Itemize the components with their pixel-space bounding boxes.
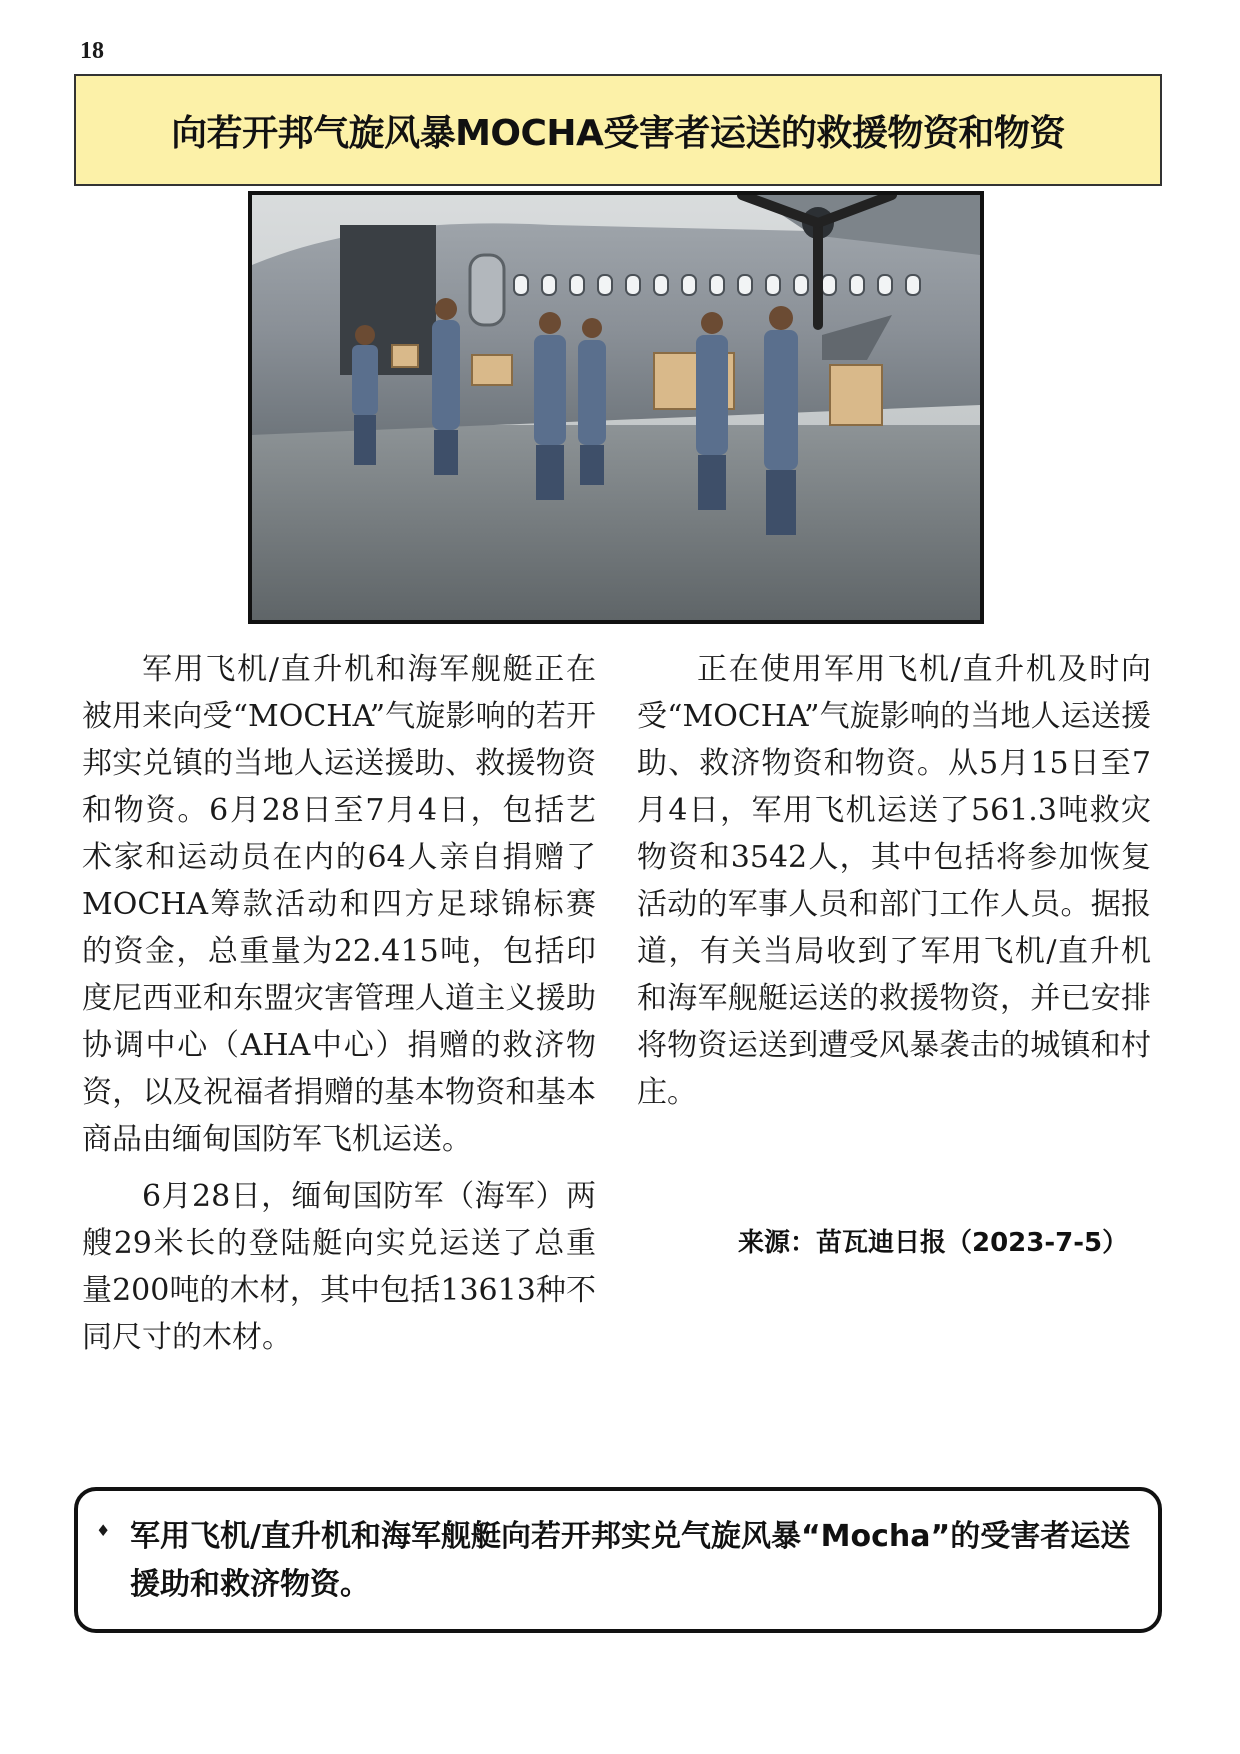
- article-paragraph: 正在使用军用飞机/直升机及时向受“MOCHA”气旋影响的当地人运送援助、救济物资和物资。从5月15日至7月4日，军用飞机运送了561.3吨救灾物资和3542人，其中包括将参加恢复活动的军事人员和部门工作人员。据报道，有关当局收到了军用飞机/直升机和海军舰艇运送的救援物资，并已安排将物资运送到遭受风暴袭击的城镇和村庄。: [637, 652, 1151, 1110]
- article-right-column: [637, 646, 1151, 1126]
- photo-placeholder-icon: [252, 195, 980, 620]
- article-left-column: [82, 646, 596, 1371]
- summary-text: 军用飞机/直升机和海军舰艇向若开邦实兑气旋风暴“Mocha”的受害者运送援助和救济物资。: [130, 1519, 1131, 1602]
- source-citation: 来源：苗瓦迪日报（2023-7-5）: [738, 1228, 1129, 1258]
- page-number: 18: [80, 38, 104, 64]
- news-photo: [248, 191, 984, 624]
- article-paragraph: 军用飞机/直升机和海军舰艇正在被用来向受“MOCHA”气旋影响的若开邦实兑镇的当地人运送援助、救援物资和物资。6月28日至7月4日，包括艺术家和运动员在内的64人亲自捐赠了MOCHA筹款活动和四方足球锦标赛的资金，总重量为22.415吨，包括印度尼西亚和东盟灾害管理人道主义援助协调中心（AHA中心）捐赠的救济物资，以及祝福者捐赠的基本物资和基本商品由缅甸国防军飞机运送。: [82, 652, 596, 1157]
- title-banner: [74, 74, 1162, 186]
- page-title: 向若开邦气旋风暴MOCHA受害者运送的救援物资和物资: [171, 112, 1065, 154]
- article-paragraph: 6月28日，缅甸国防军（海军）两艘29米长的登陆艇向实兑运送了总重量200吨的木材，其中包括13613种不同尺寸的木材。: [82, 1179, 596, 1355]
- diamond-bullet-icon: ♦: [96, 1521, 111, 1540]
- summary-box: [74, 1487, 1162, 1633]
